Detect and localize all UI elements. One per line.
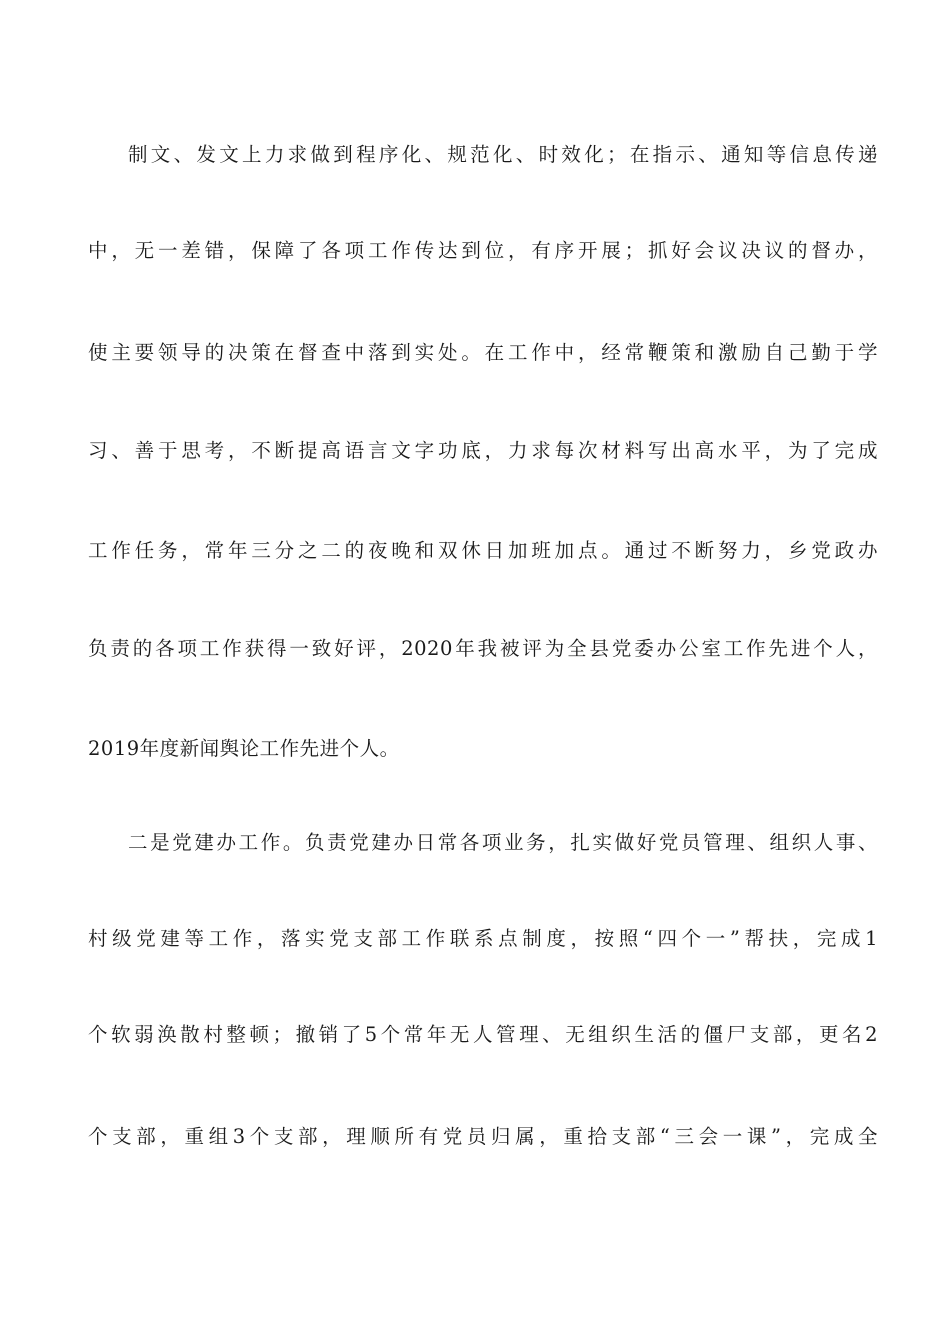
text-line: 村级党建等工作，落实党支部工作联系点制度，按照“四个一”帮扶，完成1 <box>88 927 878 950</box>
text-line: 使主要领导的决策在督查中落到实处。在工作中，经常鞭策和激励自己勤于学 <box>88 341 878 364</box>
text-line: 2019年度新闻舆论工作先进个人。 <box>88 737 400 760</box>
text-line: 制文、发文上力求做到程序化、规范化、时效化；在指示、通知等信息传递 <box>128 143 878 166</box>
text-line: 个支部，重组3个支部，理顺所有党员归属，重拾支部“三会一课”，完成全 <box>88 1125 878 1148</box>
text-line: 负责的各项工作获得一致好评，2020年我被评为全县党委办公室工作先进个人， <box>88 637 878 660</box>
text-line: 二是党建办工作。负责党建办日常各项业务，扎实做好党员管理、组织人事、 <box>128 831 878 854</box>
text-line: 个软弱涣散村整顿；撤销了5个常年无人管理、无组织生活的僵尸支部，更名2 <box>88 1023 878 1046</box>
text-line: 习、善于思考，不断提高语言文字功底，力求每次材料写出高水平，为了完成 <box>88 439 878 462</box>
text-line: 中，无一差错，保障了各项工作传达到位，有序开展；抓好会议决议的督办， <box>88 239 878 262</box>
text-line: 工作任务，常年三分之二的夜晚和双休日加班加点。通过不断努力，乡党政办 <box>88 539 878 562</box>
